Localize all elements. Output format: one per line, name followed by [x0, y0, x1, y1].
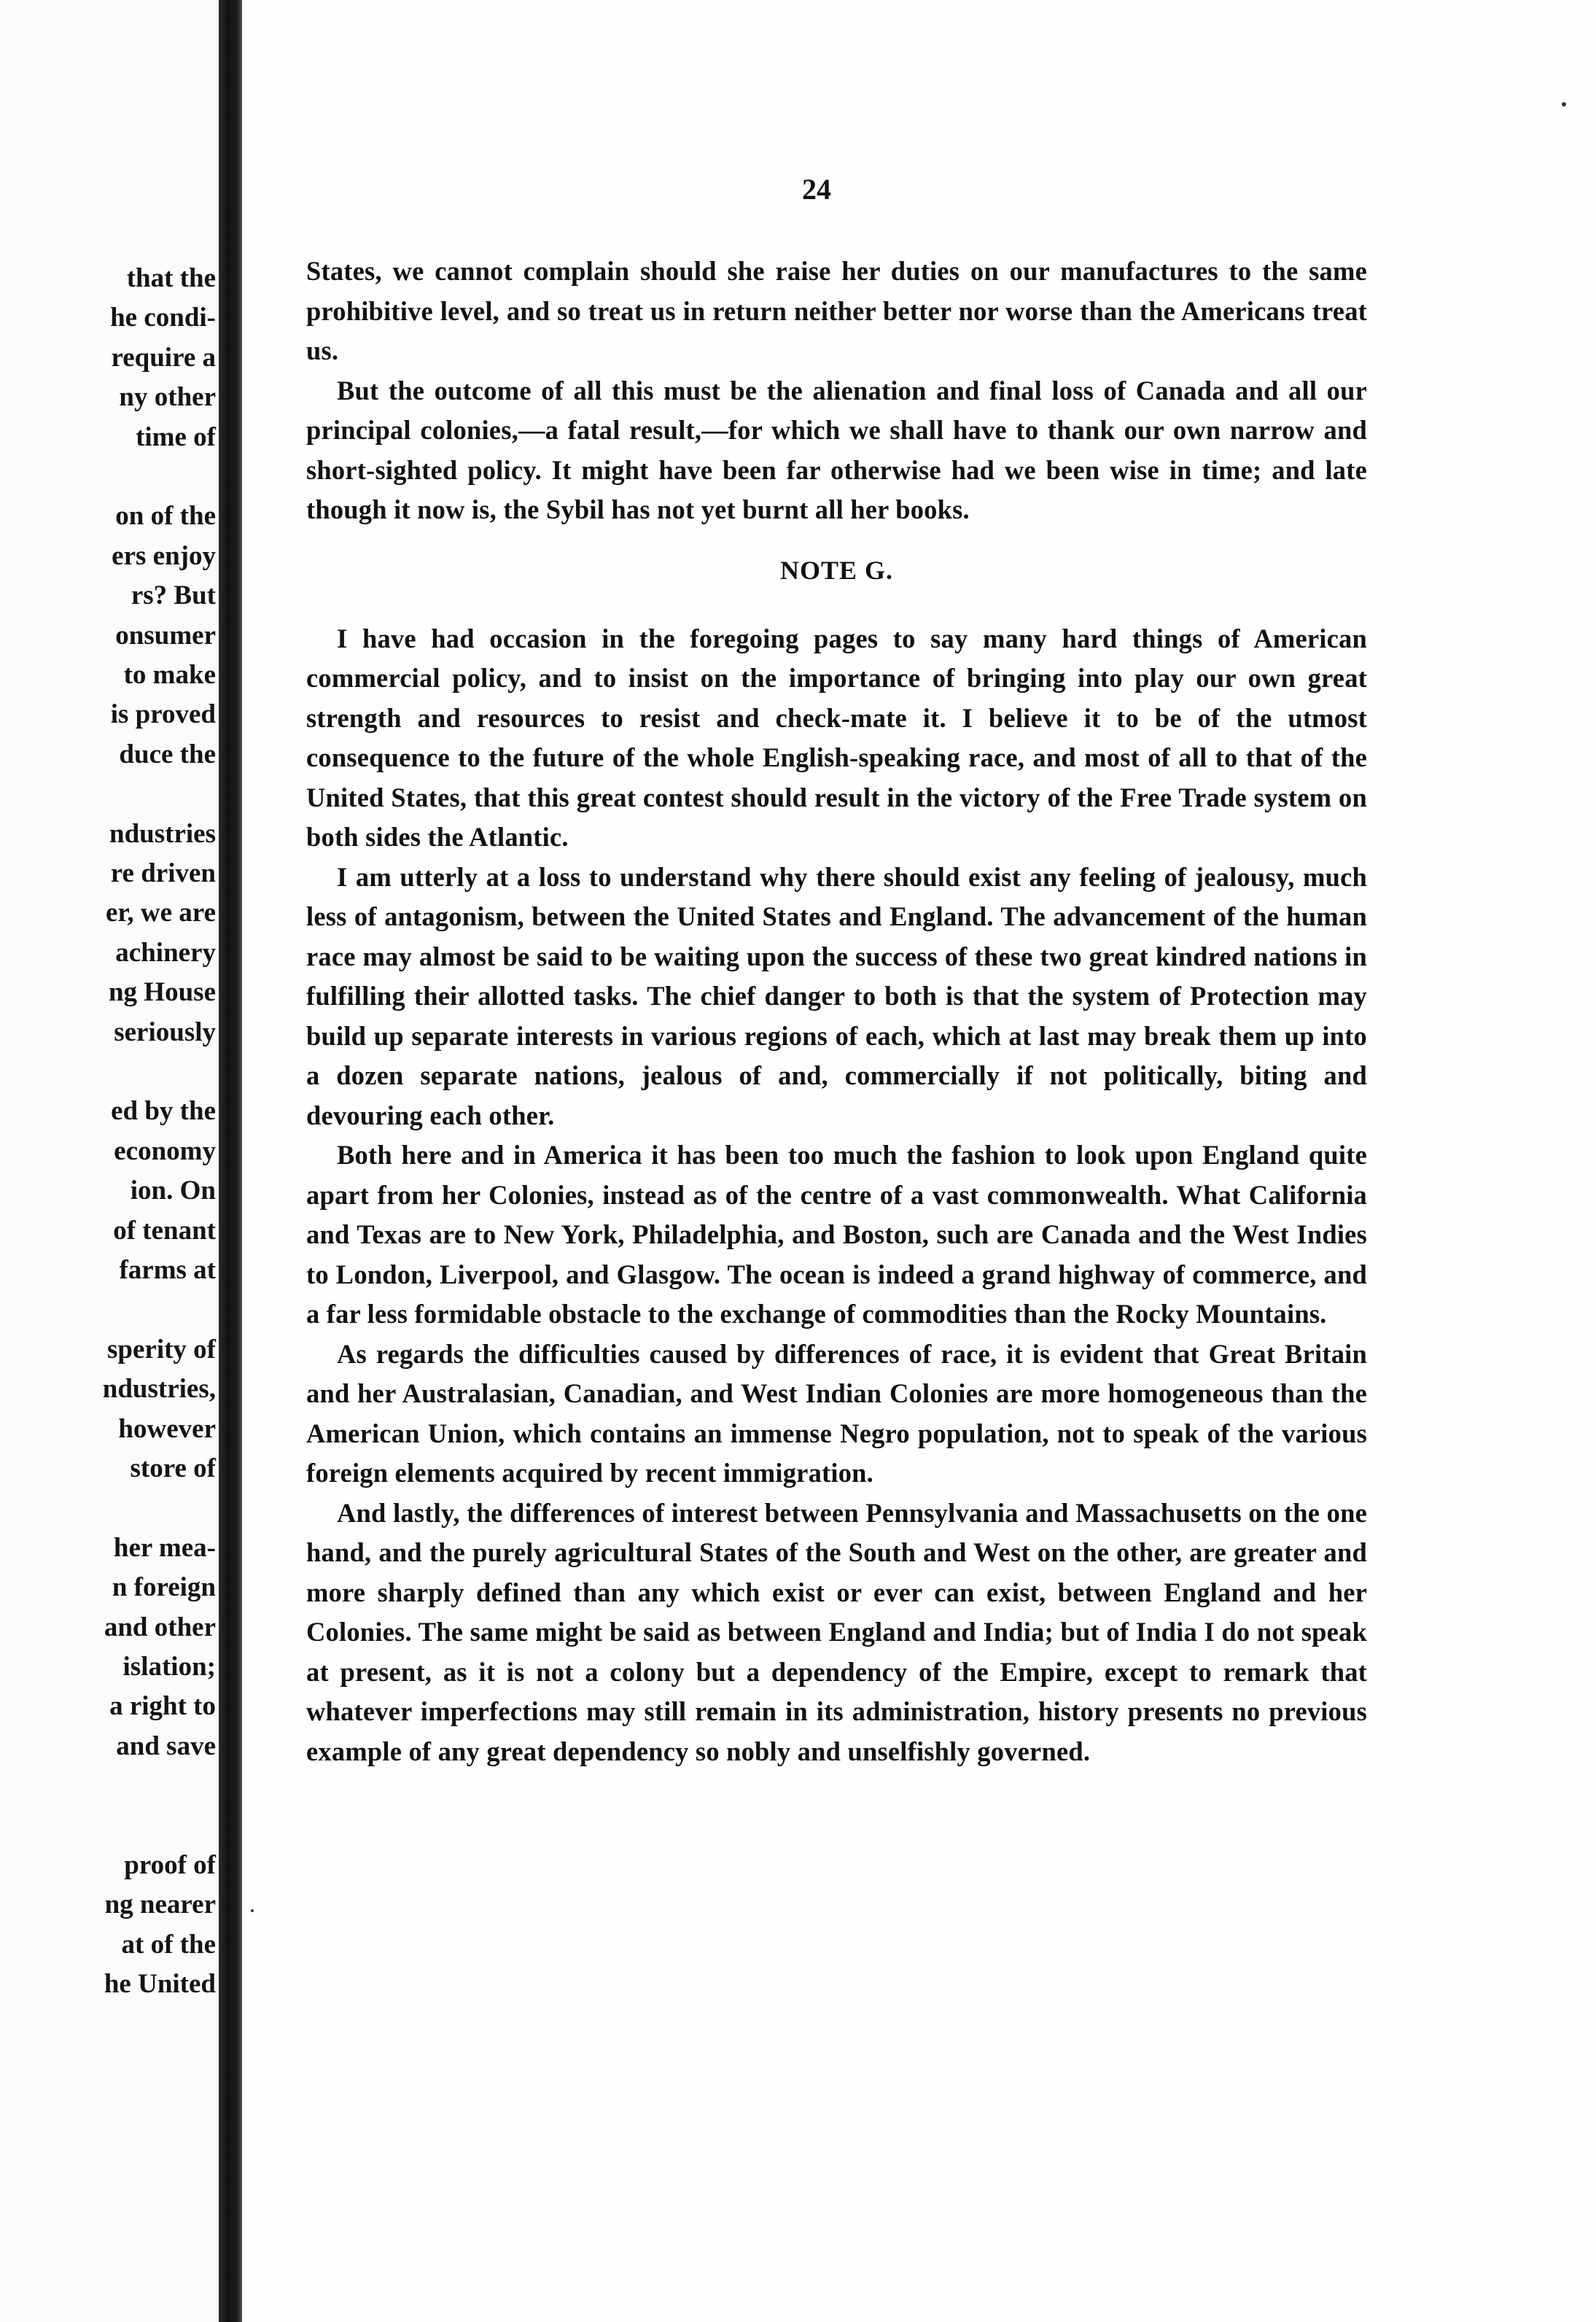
page-body: [306, 252, 1367, 1771]
facing-page-line: her mea-: [113, 1532, 216, 1563]
ink-speck: [251, 1909, 254, 1912]
facing-page-line: economy: [114, 1135, 216, 1166]
facing-page-line: he condi-: [110, 303, 216, 333]
facing-page-line: proof of: [124, 1850, 216, 1880]
facing-page-line: rs? But: [131, 580, 216, 611]
facing-page-line: ndustries: [109, 818, 216, 849]
facing-page-line: of tenant: [113, 1215, 216, 1246]
facing-page-line: ers enjoy: [112, 540, 216, 571]
paragraph: As regards the difficulties caused by differences of race, it is evident that Great Britain and her Australasian, Canadian, and West Indian Colonies are more homogeneous than the American Union, which contains an immense Negro population, not to speak of the various foreign elements acquired by recent immigration.: [306, 1338, 1367, 1488]
book-gutter: [219, 0, 242, 2322]
facing-page-line: re driven: [110, 858, 216, 888]
paragraph: Both here and in America it has been too much the fashion to look upon England quite apart from her Colonies, instead as of the centre of a vast commonwealth. What California and Texas are to New York, Philadelphia, and Boston, such are Canada and the West Indies to London, Liverpool, and Glasgow. The ocean is indeed a grand highway of commerce, and a far less formidable obstacle to the exchange of commodities than the Rocky Mountains.: [306, 1140, 1367, 1329]
facing-page-line: n foreign: [112, 1572, 216, 1603]
facing-page-line: onsumer: [115, 620, 216, 651]
facing-page-line: achinery: [115, 937, 216, 968]
facing-page-line: duce the: [119, 739, 216, 769]
note-heading: NOTE G.: [779, 555, 894, 585]
facing-page-line: that the: [126, 263, 216, 293]
facing-page-line: require a: [111, 342, 216, 373]
facing-page-line: is proved: [110, 699, 216, 730]
facing-page-line: on of the: [115, 501, 216, 532]
facing-page-line: seriously: [114, 1017, 216, 1047]
facing-page-line: to make: [123, 660, 216, 690]
facing-page-line: ng nearer: [104, 1890, 216, 1920]
paragraph: And lastly, the differences of interest between Pennsylvania and Massachusetts on the one hand, and the purely agricultural States of the South and West on the other, are greater and more sharply defined than any which exist or ever can exist, between England and her Colonies. The same might be said as between England and India; but of India I do not speak at present, as it is not a colony but a dependency of the Empire, except to remark that whatever imperfections may still remain in its administration, history presents no previous example of any great dependency so nobly and unselfishly governed.: [306, 1497, 1367, 1766]
facing-page-line: er, we are: [105, 898, 216, 928]
facing-page-line: sperity of: [107, 1334, 216, 1364]
ink-speck: [1562, 102, 1566, 106]
facing-page-line: he United: [104, 1969, 216, 2000]
facing-page-line: and save: [116, 1731, 216, 1761]
facing-page-fragment: [0, 0, 219, 2322]
facing-page-line: ndustries,: [102, 1374, 216, 1405]
paragraph: I am utterly at a loss to understand why there should exist any feeling of jealousy, much less of antagonism, between the United States and England. The advancement of the human race may almost be said to be waiting upon the success of these two great kindred nations in fulfilling their allotted tasks. The chief danger to both is that the system of Protection may build up separate interests in various regions of each, which at last may break them up into a dozen separate nations, jealous of and, commercially if not politically, biting and devouring each other.: [306, 861, 1367, 1130]
facing-page-line: islation;: [122, 1652, 216, 1682]
facing-page-line: at of the: [121, 1929, 216, 1960]
paragraph-continued: States, we cannot complain should she raise her duties on our manufactures to the same prohibitive level, and so treat us in return neither better nor worse than the Americans treat us.: [306, 256, 1367, 365]
facing-page-line: time of: [136, 422, 216, 452]
facing-page-line: ng House: [108, 977, 216, 1008]
facing-page-line: farms at: [119, 1255, 216, 1285]
paragraph: But the outcome of all this must be the alienation and final loss of Canada and all our principal colonies,—a fatal result,—for which we shall have to thank our own narrow and short-sighted policy. It might have been far otherwise had we been wise in time; and late though it now is, the Sybil has not yet burnt all her books.: [306, 375, 1367, 524]
facing-page-line: however: [118, 1413, 216, 1444]
page-number: 24: [802, 173, 831, 206]
facing-page-line: a right to: [109, 1691, 216, 1722]
facing-page-line: ion. On: [130, 1176, 216, 1206]
facing-page-line: and other: [104, 1612, 216, 1642]
facing-page-line: ny other: [119, 382, 216, 413]
paragraph: I have had occasion in the foregoing pages to say many hard things of American commercial policy, and to insist on the importance of bringing into play our own great strength and resources to resist and check-mate it. I believe it to be of the utmost consequence to the future of the whole English-speaking race, and most of all to that of the United States, that this great contest should result in the victory of the Free Trade system on both sides the Atlantic.: [306, 623, 1367, 852]
facing-page-line: ed by the: [111, 1096, 216, 1127]
facing-page-line: store of: [130, 1453, 216, 1483]
